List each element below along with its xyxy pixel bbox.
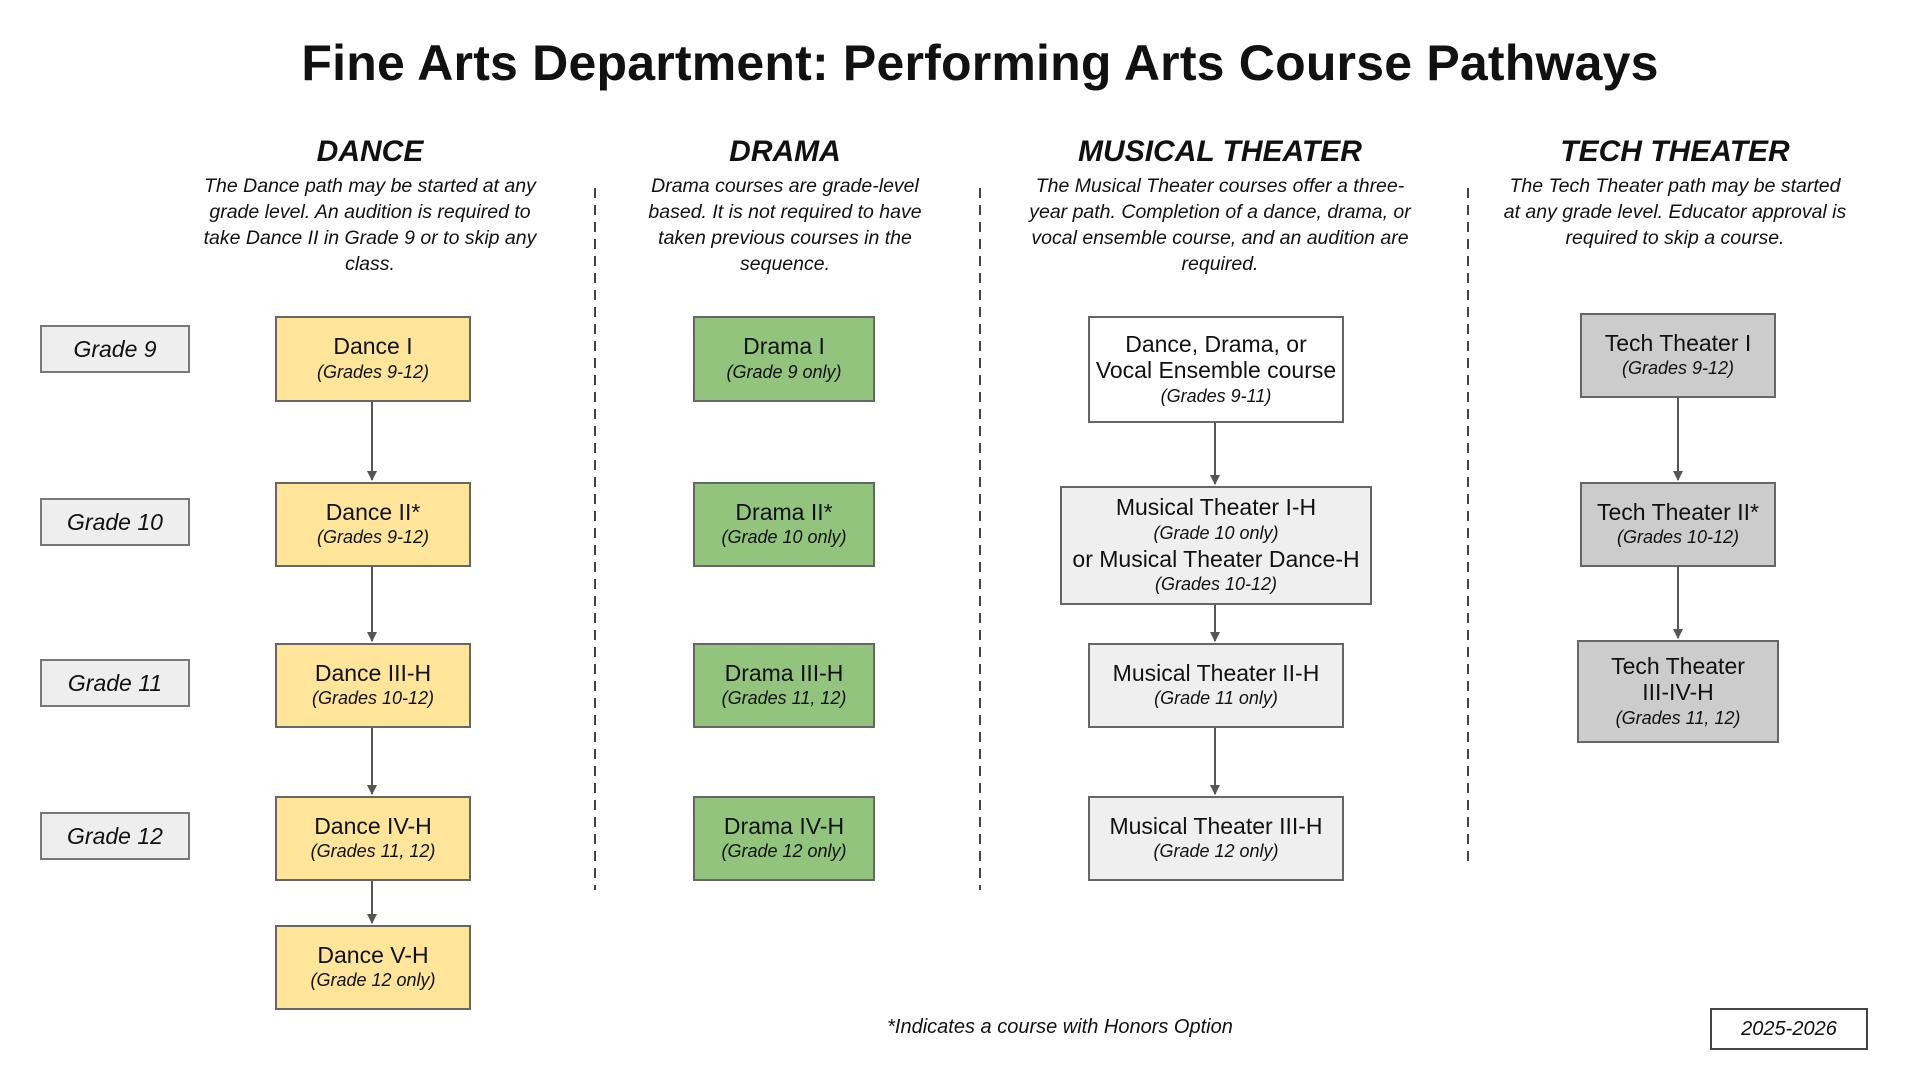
course-name: Musical Theater III-H — [1109, 812, 1323, 839]
grade-label-11: Grade 11 — [40, 659, 190, 707]
course-name: Dance II* — [325, 498, 421, 525]
course-name: Drama I — [743, 333, 825, 360]
course-grades: (Grades 11, 12) — [310, 841, 436, 862]
course-grades-2: (Grades 10-12) — [1154, 573, 1278, 594]
course-grades: (Grade 9 only) — [726, 361, 842, 382]
course-grades: (Grades 11, 12) — [721, 688, 847, 709]
dance-description: The Dance path may be started at any grade level. An audition is required to take Dance II in Grade 9 or to skip any class. — [203, 175, 537, 275]
drama-description: Drama courses are grade-level based. It is not required to have taken previous courses in the sequence. — [648, 175, 922, 275]
course-name: Drama IV-H — [723, 812, 845, 839]
course-name: Drama III-H — [724, 659, 844, 686]
course-name-line2: or Musical Theater Dance-H — [1072, 545, 1360, 572]
course-box-dance-1 — [275, 316, 471, 402]
course-box-tech-2 — [1580, 482, 1776, 567]
course-grades: (Grades 10-12) — [1616, 527, 1740, 548]
page-title: Fine Arts Department: Performing Arts Course Pathways — [301, 35, 1659, 91]
course-grades: (Grade 12 only) — [1153, 841, 1279, 862]
honors-footnote: *Indicates a course with Honors Option — [887, 1016, 1233, 1038]
course-box-drama-3 — [693, 643, 875, 728]
course-box-mt-prereq — [1088, 316, 1344, 423]
tech-theater-description: The Tech Theater path may be started at any grade level. Educator approval is required to skip a course. — [1503, 175, 1847, 249]
course-box-dance-2 — [275, 482, 471, 567]
course-box-dance-5 — [275, 925, 471, 1010]
course-grades: (Grade 12 only) — [310, 970, 436, 991]
course-name: Dance III-H — [314, 659, 432, 686]
course-grades: (Grades 9-11) — [1160, 385, 1272, 406]
course-grades: (Grades 9-12) — [1621, 358, 1735, 379]
course-name-line2: Vocal Ensemble course — [1095, 357, 1337, 384]
course-name: Musical Theater II-H — [1112, 659, 1320, 686]
course-grades: (Grades 9-12) — [316, 361, 430, 382]
course-box-mt-2 — [1088, 643, 1344, 728]
course-name: Tech Theater I — [1604, 329, 1752, 356]
drama-heading: DRAMA — [729, 135, 841, 168]
course-grades-1: (Grade 10 only) — [1153, 522, 1279, 543]
dance-heading: DANCE — [316, 135, 424, 168]
course-grades: (Grade 12 only) — [721, 841, 847, 862]
grade-label-10: Grade 10 — [40, 498, 190, 546]
tech-theater-heading: TECH THEATER — [1560, 135, 1790, 168]
course-box-dance-4 — [275, 796, 471, 881]
course-name: Dance I — [333, 333, 413, 360]
course-box-drama-1 — [693, 316, 875, 402]
course-grades: (Grades 11, 12) — [1615, 707, 1741, 728]
course-grades: (Grade 10 only) — [721, 527, 847, 548]
course-box-dance-3 — [275, 643, 471, 728]
grade-label-9: Grade 9 — [40, 325, 190, 373]
course-name-line1: Dance, Drama, or — [1125, 330, 1307, 357]
course-name: Dance IV-H — [314, 812, 432, 839]
course-box-drama-2 — [693, 482, 875, 567]
course-box-drama-4 — [693, 796, 875, 881]
course-name-line1: Musical Theater I-H — [1115, 494, 1317, 521]
course-grades: (Grades 9-12) — [316, 527, 430, 548]
course-name: Tech Theater II* — [1597, 498, 1759, 525]
course-name-line2: III-IV-H — [1642, 679, 1714, 706]
musical-theater-description: The Musical Theater courses offer a three-year path. Completion of a dance, drama, or vocal ensemble course, and an audition are required. — [1029, 175, 1411, 275]
course-box-tech-3 — [1577, 640, 1779, 743]
course-box-tech-1 — [1580, 313, 1776, 398]
course-grades: (Grades 10-12) — [311, 688, 435, 709]
course-box-mt-1 — [1060, 486, 1372, 605]
course-grades: (Grade 11 only) — [1154, 688, 1278, 709]
school-year-badge: 2025-2026 — [1710, 1008, 1868, 1050]
course-name: Drama II* — [735, 498, 833, 525]
course-name-line1: Tech Theater — [1611, 652, 1745, 679]
course-box-mt-3 — [1088, 796, 1344, 881]
course-name: Dance V-H — [317, 941, 429, 968]
grade-label-12: Grade 12 — [40, 812, 190, 860]
musical-theater-heading: MUSICAL THEATER — [1078, 135, 1362, 168]
